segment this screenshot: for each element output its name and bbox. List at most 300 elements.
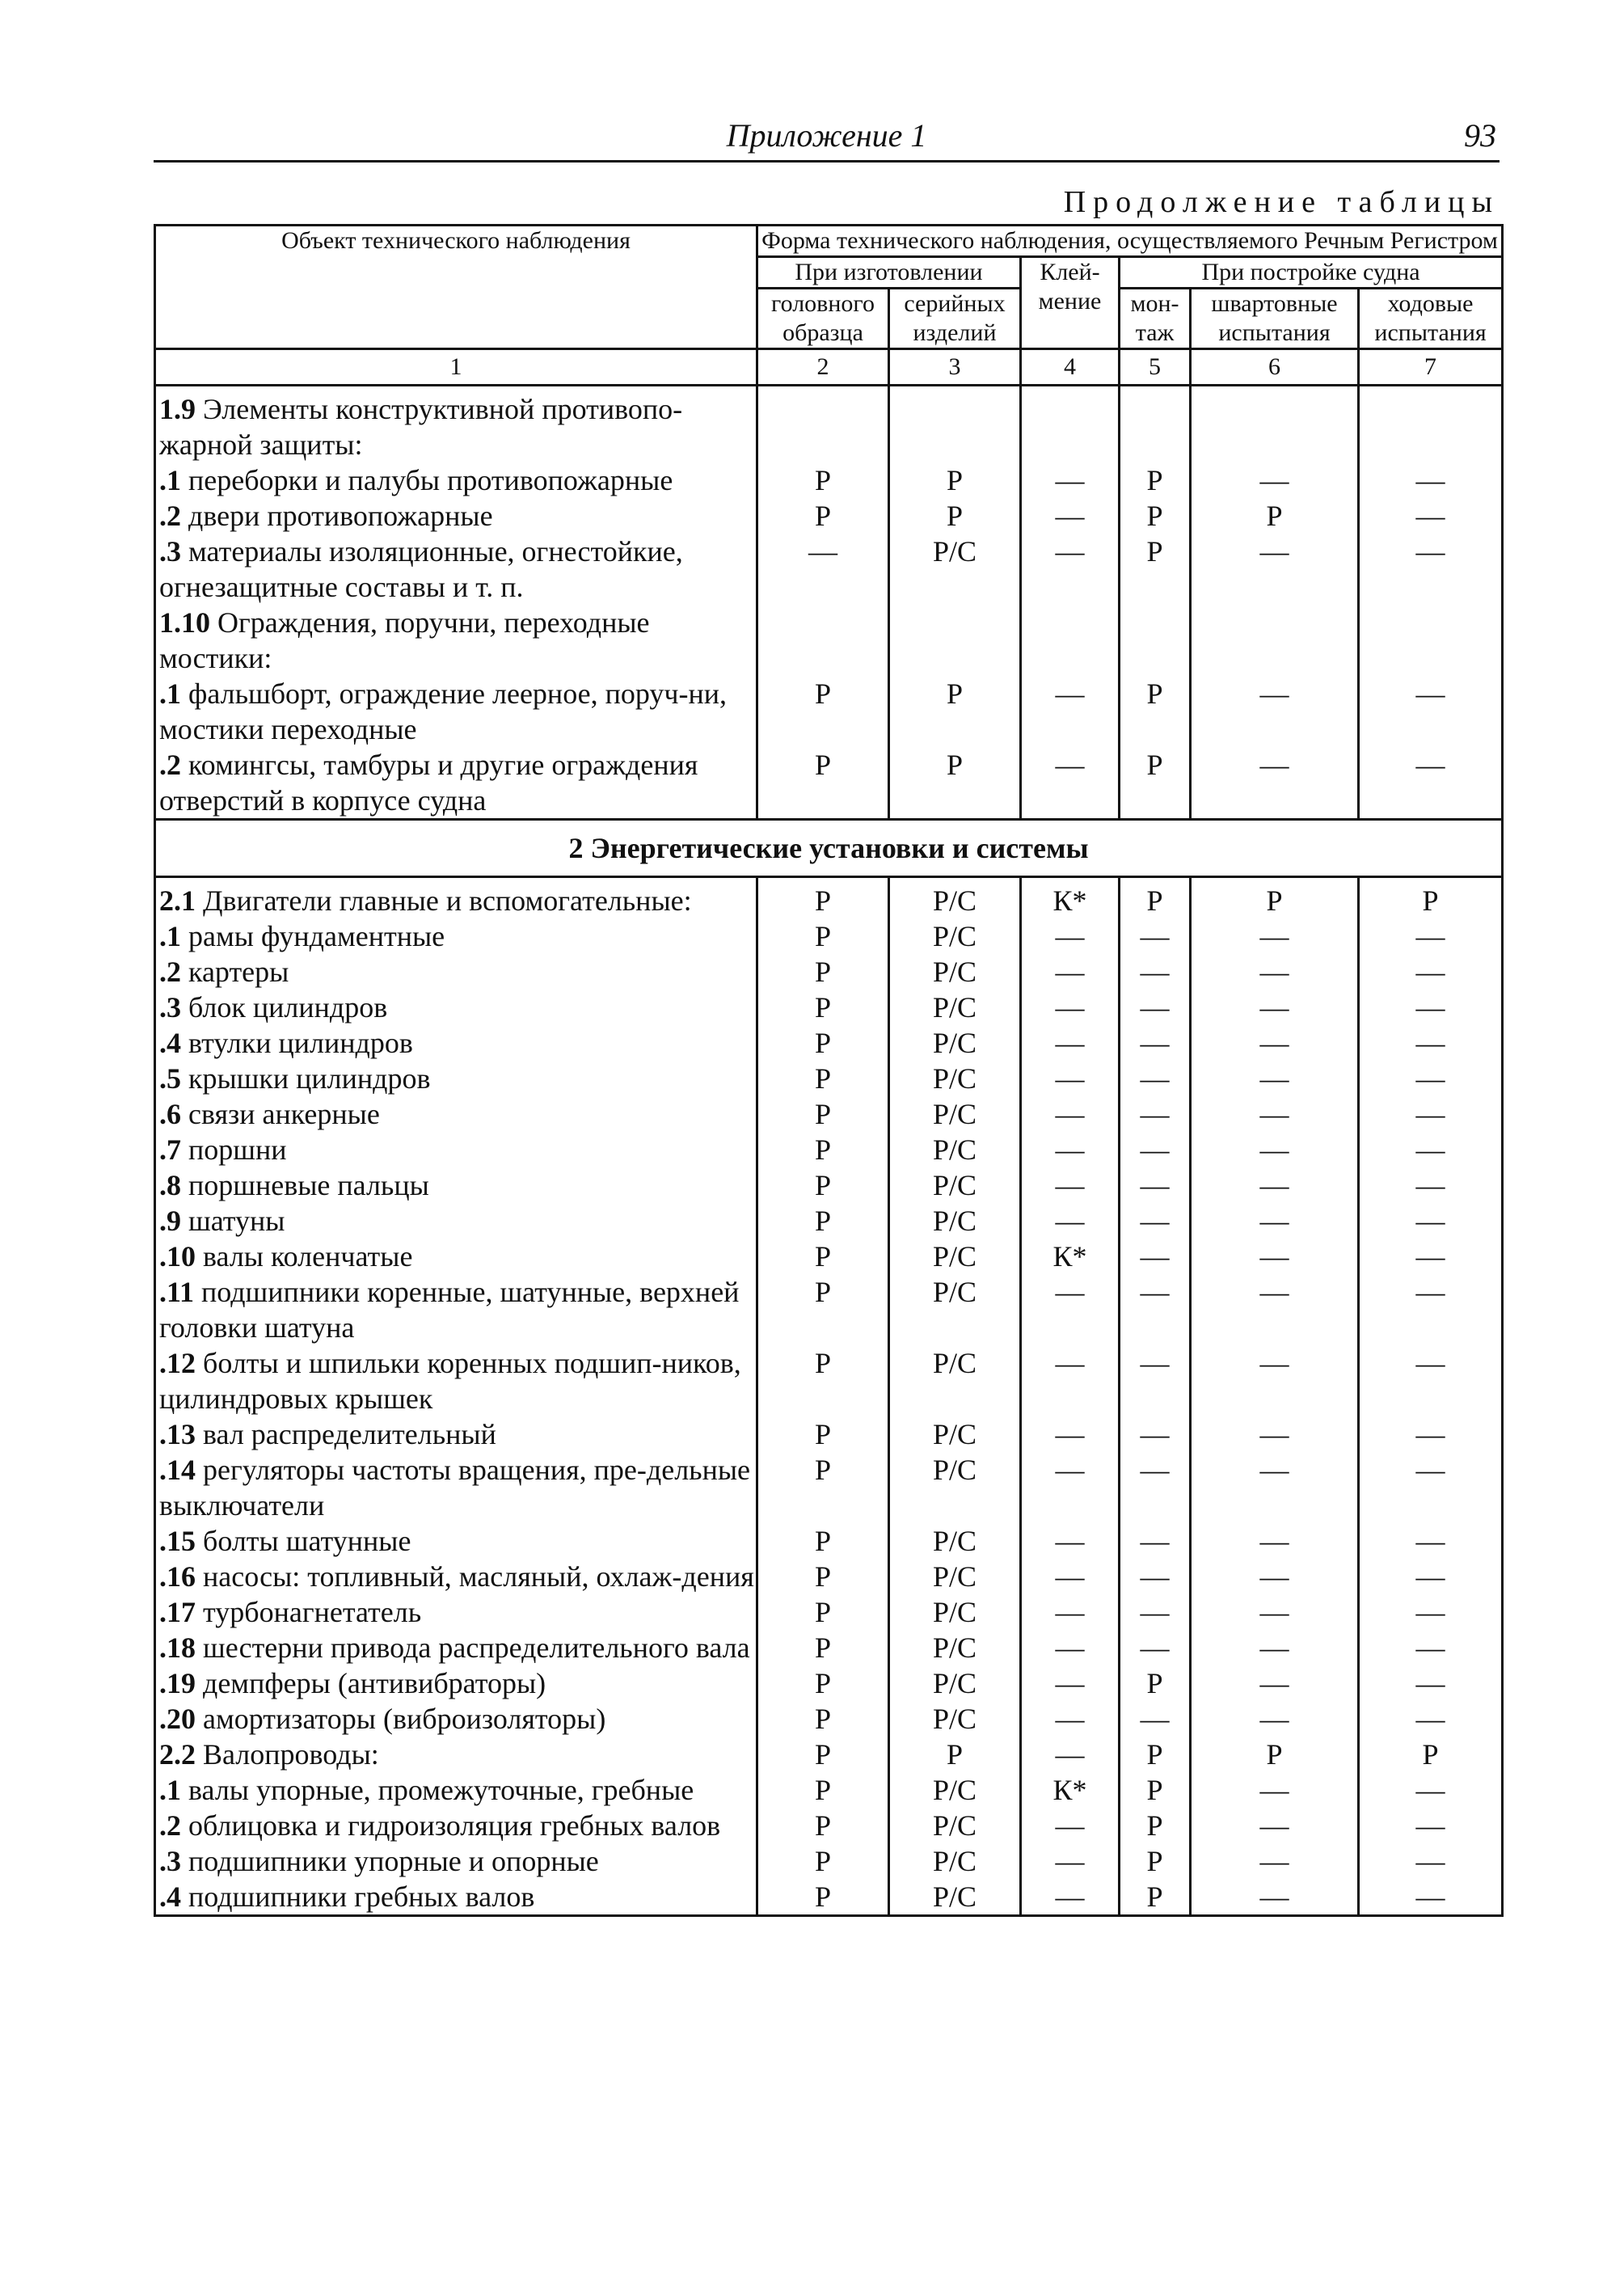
value-cell: —: [1191, 747, 1359, 820]
value-cell: Р: [889, 1737, 1021, 1772]
item-text: регуляторы частоты вращения, пре-дельные выключатели: [159, 1454, 751, 1522]
table-row: [155, 534, 1503, 605]
value-cell: Р: [757, 1737, 889, 1772]
value-cell: —: [1359, 990, 1503, 1025]
value-cell: Р/С: [889, 1416, 1021, 1452]
object-cell: [155, 1061, 757, 1096]
value-cell: Р: [757, 1808, 889, 1843]
item-number: .2: [159, 749, 181, 781]
value-cell: —: [1120, 1523, 1191, 1559]
object-cell: [155, 1879, 757, 1916]
object-cell: [155, 676, 757, 747]
value-cell: Р: [1191, 1737, 1359, 1772]
value-cell: [1120, 605, 1191, 676]
value-cell: —: [1120, 954, 1191, 990]
value-cell: —: [1359, 1665, 1503, 1701]
value-cell: Р: [757, 1061, 889, 1096]
value-cell: —: [1021, 1559, 1120, 1594]
value-cell: —: [1359, 1239, 1503, 1274]
item-number: .8: [159, 1169, 181, 1201]
value-cell: —: [1191, 1239, 1359, 1274]
value-cell: [1021, 386, 1120, 463]
item-number: .16: [159, 1560, 196, 1593]
item-number: .4: [159, 1880, 181, 1913]
table-row: [155, 1239, 1503, 1274]
table-row: [155, 1665, 1503, 1701]
value-cell: Р: [757, 1843, 889, 1879]
value-cell: Р/С: [889, 1452, 1021, 1523]
column-number: 4: [1021, 349, 1120, 386]
value-cell: [1021, 605, 1120, 676]
object-cell: [155, 1416, 757, 1452]
page-number: 93: [1464, 117, 1496, 154]
item-text: двери противопожарные: [181, 500, 493, 532]
value-cell: —: [1191, 1594, 1359, 1630]
value-cell: Р: [757, 1701, 889, 1737]
item-number: .2: [159, 1809, 181, 1842]
value-cell: [889, 605, 1021, 676]
value-cell: [757, 605, 889, 676]
value-cell: Р/С: [889, 1630, 1021, 1665]
value-cell: —: [1359, 1701, 1503, 1737]
value-cell: —: [1359, 1843, 1503, 1879]
value-cell: —: [1191, 1132, 1359, 1167]
item-text: болты и шпильки коренных подшип-ников, цилиндровых крышек: [159, 1347, 741, 1415]
item-number: .14: [159, 1454, 196, 1486]
value-cell: Р: [1120, 498, 1191, 534]
value-cell: —: [1120, 1061, 1191, 1096]
value-cell: Р: [1191, 498, 1359, 534]
value-cell: Р/С: [889, 1594, 1021, 1630]
value-cell: Р: [757, 877, 889, 919]
value-cell: —: [1359, 1167, 1503, 1203]
value-cell: Р: [757, 1025, 889, 1061]
running-title: Приложение 1: [726, 117, 927, 154]
value-cell: Р/С: [889, 1025, 1021, 1061]
value-cell: Р/С: [889, 1665, 1021, 1701]
value-cell: Р: [757, 747, 889, 820]
value-cell: —: [1359, 747, 1503, 820]
value-cell: —: [1191, 1167, 1359, 1203]
item-number: .1: [159, 464, 181, 496]
object-cell: [155, 605, 757, 676]
table-row: [155, 1523, 1503, 1559]
value-cell: Р: [1120, 676, 1191, 747]
table-body-section-1: [155, 386, 1503, 820]
value-cell: —: [1359, 1274, 1503, 1345]
table-row: [155, 1274, 1503, 1345]
col-serial-header: серийных изделий: [889, 289, 1021, 349]
value-cell: —: [1021, 1701, 1120, 1737]
object-cell: [155, 877, 757, 919]
value-cell: Р: [1120, 1737, 1191, 1772]
column-number: 7: [1359, 349, 1503, 386]
value-cell: —: [1021, 990, 1120, 1025]
item-text: амортизаторы (виброизоляторы): [196, 1703, 606, 1735]
item-number: .7: [159, 1133, 181, 1166]
value-cell: Р: [757, 954, 889, 990]
item-text: подшипники гребных валов: [181, 1880, 535, 1913]
table-row: [155, 1345, 1503, 1416]
column-number: 5: [1120, 349, 1191, 386]
value-cell: Р/С: [889, 1167, 1021, 1203]
value-cell: Р: [1120, 1772, 1191, 1808]
table-row: [155, 605, 1503, 676]
value-cell: —: [1359, 1452, 1503, 1523]
value-cell: —: [1021, 918, 1120, 954]
object-cell: [155, 1559, 757, 1594]
item-text: Элементы конструктивной противопо-жарной защиты:: [159, 393, 683, 461]
table-row: [155, 1061, 1503, 1096]
table-row: [155, 386, 1503, 463]
value-cell: —: [1021, 534, 1120, 605]
value-cell: К*: [1021, 1772, 1120, 1808]
value-cell: Р/С: [889, 1239, 1021, 1274]
value-cell: —: [1191, 1665, 1359, 1701]
value-cell: Р/С: [889, 534, 1021, 605]
value-cell: Р/С: [889, 1843, 1021, 1879]
value-cell: Р/С: [889, 1772, 1021, 1808]
value-cell: —: [1120, 1274, 1191, 1345]
value-cell: Р/С: [889, 1808, 1021, 1843]
value-cell: —: [1359, 1594, 1503, 1630]
value-cell: —: [1359, 954, 1503, 990]
value-cell: —: [1359, 1096, 1503, 1132]
value-cell: [1191, 386, 1359, 463]
value-cell: —: [1021, 498, 1120, 534]
item-text: блок цилиндров: [181, 991, 388, 1024]
object-cell: [155, 1167, 757, 1203]
value-cell: Р: [889, 747, 1021, 820]
value-cell: Р: [757, 462, 889, 498]
value-cell: —: [1359, 1523, 1503, 1559]
value-cell: —: [1021, 1274, 1120, 1345]
value-cell: —: [1359, 1772, 1503, 1808]
value-cell: Р/С: [889, 1345, 1021, 1416]
table-row: [155, 877, 1503, 919]
section-heading: 2 Энергетические установки и системы: [155, 820, 1503, 877]
value-cell: Р/С: [889, 1559, 1021, 1594]
item-number: .17: [159, 1596, 196, 1628]
value-cell: —: [1021, 1025, 1120, 1061]
value-cell: Р: [1120, 1879, 1191, 1916]
object-cell: [155, 1630, 757, 1665]
table-row: [155, 954, 1503, 990]
value-cell: —: [1191, 1523, 1359, 1559]
column-number: 6: [1191, 349, 1359, 386]
object-cell: [155, 1025, 757, 1061]
value-cell: Р: [1359, 1737, 1503, 1772]
object-cell: [155, 1737, 757, 1772]
object-cell: [155, 1701, 757, 1737]
table-row: [155, 498, 1503, 534]
value-cell: Р/С: [889, 1701, 1021, 1737]
value-cell: —: [1021, 1808, 1120, 1843]
value-cell: Р: [889, 676, 1021, 747]
item-text: облицовка и гидроизоляция гребных валов: [181, 1809, 721, 1842]
value-cell: —: [1191, 1772, 1359, 1808]
value-cell: —: [1021, 1096, 1120, 1132]
value-cell: Р: [757, 1239, 889, 1274]
item-text: Двигатели главные и вспомогательные:: [196, 884, 692, 917]
table-row: [155, 1594, 1503, 1630]
object-cell: [155, 990, 757, 1025]
value-cell: —: [1191, 1203, 1359, 1239]
value-cell: Р/С: [889, 1096, 1021, 1132]
item-number: .18: [159, 1631, 196, 1664]
value-cell: —: [1359, 918, 1503, 954]
value-cell: —: [1021, 954, 1120, 990]
item-number: .2: [159, 956, 181, 988]
value-cell: Р/С: [889, 918, 1021, 954]
value-cell: Р: [757, 1772, 889, 1808]
item-text: втулки цилиндров: [181, 1027, 413, 1059]
table-row: [155, 1416, 1503, 1452]
item-text: Ограждения, поручни, переходные мостики:: [159, 606, 650, 674]
object-cell: [155, 1132, 757, 1167]
object-cell: [155, 918, 757, 954]
item-number: .3: [159, 1845, 181, 1877]
value-cell: —: [1191, 1452, 1359, 1523]
value-cell: —: [1191, 462, 1359, 498]
value-cell: —: [1359, 1879, 1503, 1916]
value-cell: Р/С: [889, 954, 1021, 990]
value-cell: Р: [757, 1559, 889, 1594]
value-cell: Р: [1120, 877, 1191, 919]
value-cell: Р: [757, 676, 889, 747]
table-body-section-2: [155, 877, 1503, 1916]
value-cell: Р/С: [889, 1132, 1021, 1167]
value-cell: Р: [1120, 1665, 1191, 1701]
value-cell: [1359, 605, 1503, 676]
value-cell: —: [1359, 1630, 1503, 1665]
object-cell: [155, 954, 757, 990]
table-row: [155, 1701, 1503, 1737]
value-cell: —: [1191, 1843, 1359, 1879]
table-row: [155, 1843, 1503, 1879]
value-cell: —: [1021, 1452, 1120, 1523]
item-number: .2: [159, 500, 181, 532]
value-cell: —: [1120, 1203, 1191, 1239]
value-cell: —: [1359, 1132, 1503, 1167]
value-cell: —: [1120, 1559, 1191, 1594]
value-cell: —: [1120, 1452, 1191, 1523]
item-text: Валопроводы:: [196, 1738, 379, 1771]
value-cell: Р: [757, 1630, 889, 1665]
value-cell: Р: [1359, 877, 1503, 919]
value-cell: —: [1191, 918, 1359, 954]
value-cell: —: [1021, 1737, 1120, 1772]
col-sea-trials-header: ходовые испытания: [1359, 289, 1503, 349]
section-heading-group: [155, 820, 1503, 877]
value-cell: Р: [757, 498, 889, 534]
value-cell: —: [1021, 462, 1120, 498]
item-text: валы упорные, промежуточные, гребные: [181, 1774, 694, 1806]
item-number: .1: [159, 1774, 181, 1806]
col-object-header: Объект технического наблюдения: [155, 226, 757, 349]
item-number: .4: [159, 1027, 181, 1059]
item-text: валы коленчатые: [196, 1240, 413, 1273]
value-cell: Р: [1191, 877, 1359, 919]
value-cell: Р: [1120, 462, 1191, 498]
value-cell: К*: [1021, 1239, 1120, 1274]
object-cell: [155, 1808, 757, 1843]
value-cell: —: [1120, 1239, 1191, 1274]
object-cell: [155, 1843, 757, 1879]
value-cell: —: [1191, 1416, 1359, 1452]
value-cell: [1359, 386, 1503, 463]
value-cell: —: [1021, 747, 1120, 820]
value-cell: Р/С: [889, 877, 1021, 919]
value-cell: Р: [1120, 1843, 1191, 1879]
table-row: [155, 1879, 1503, 1916]
value-cell: —: [1021, 1665, 1120, 1701]
value-cell: —: [1120, 1630, 1191, 1665]
value-cell: —: [1359, 498, 1503, 534]
column-number: 3: [889, 349, 1021, 386]
value-cell: —: [1120, 1701, 1191, 1737]
item-text: шестерни привода распределительного вала: [196, 1631, 750, 1664]
item-text: шатуны: [181, 1205, 285, 1237]
item-number: .5: [159, 1062, 181, 1095]
value-cell: —: [1191, 1025, 1359, 1061]
value-cell: —: [1191, 1559, 1359, 1594]
value-cell: Р: [757, 918, 889, 954]
item-text: связи анкерные: [181, 1098, 380, 1130]
value-cell: —: [1120, 1167, 1191, 1203]
value-cell: [1120, 386, 1191, 463]
value-cell: Р: [757, 1594, 889, 1630]
item-text: подшипники упорные и опорные: [181, 1845, 599, 1877]
col-prototype-header: головного образца: [757, 289, 889, 349]
table-continuation-label: Продолжение таблицы: [1063, 185, 1500, 219]
value-cell: —: [1359, 1345, 1503, 1416]
value-cell: —: [1021, 1345, 1120, 1416]
value-cell: —: [1021, 676, 1120, 747]
table-row: [155, 1559, 1503, 1594]
table-row: [155, 462, 1503, 498]
item-number: 1.9: [159, 393, 196, 425]
value-cell: —: [1191, 1345, 1359, 1416]
table-row: [155, 676, 1503, 747]
inspection-table: [154, 224, 1504, 1917]
item-text: демпферы (антивибраторы): [196, 1667, 546, 1699]
table-row: [155, 1772, 1503, 1808]
item-number: .6: [159, 1098, 181, 1130]
col-mooring-header: швартовные испытания: [1191, 289, 1359, 349]
value-cell: —: [1120, 918, 1191, 954]
column-number: 2: [757, 349, 889, 386]
item-number: .12: [159, 1347, 196, 1379]
item-number: .13: [159, 1418, 196, 1450]
value-cell: —: [1359, 676, 1503, 747]
table-row: [155, 918, 1503, 954]
item-text: комингсы, тамбуры и другие ограждения отверстий в корпусе судна: [159, 749, 698, 817]
table-row: [155, 1096, 1503, 1132]
table-row: [155, 1737, 1503, 1772]
object-cell: [155, 1665, 757, 1701]
table-row: [155, 1167, 1503, 1203]
value-cell: —: [1359, 1808, 1503, 1843]
col-group-manufacture-header: При изготовлении: [757, 257, 1021, 289]
value-cell: Р: [757, 1665, 889, 1701]
value-cell: —: [1120, 1132, 1191, 1167]
item-text: рамы фундаментные: [181, 920, 445, 952]
object-cell: [155, 1239, 757, 1274]
value-cell: —: [1359, 1025, 1503, 1061]
value-cell: Р: [757, 1879, 889, 1916]
value-cell: [889, 386, 1021, 463]
value-cell: —: [1191, 676, 1359, 747]
table-row: [155, 990, 1503, 1025]
item-number: .19: [159, 1667, 196, 1699]
value-cell: Р/С: [889, 1061, 1021, 1096]
object-cell: [155, 1096, 757, 1132]
item-number: .9: [159, 1205, 181, 1237]
object-cell: [155, 1523, 757, 1559]
table-row: [155, 1630, 1503, 1665]
value-cell: —: [1191, 1879, 1359, 1916]
value-cell: —: [1021, 1203, 1120, 1239]
value-cell: Р/С: [889, 1203, 1021, 1239]
value-cell: —: [1191, 1630, 1359, 1665]
item-text: турбонагнетатель: [196, 1596, 422, 1628]
value-cell: [757, 386, 889, 463]
value-cell: —: [1120, 990, 1191, 1025]
item-number: .3: [159, 535, 181, 568]
value-cell: —: [1021, 1132, 1120, 1167]
item-text: вал распределительный: [196, 1418, 496, 1450]
item-number: .3: [159, 991, 181, 1024]
value-cell: —: [1120, 1416, 1191, 1452]
value-cell: —: [1120, 1025, 1191, 1061]
table-row: [155, 1452, 1503, 1523]
item-number: .1: [159, 677, 181, 710]
value-cell: —: [1120, 1345, 1191, 1416]
col-group-form-header: Форма технического наблюдения, осуществляемого Речным Регистром: [757, 226, 1503, 257]
value-cell: —: [1359, 1061, 1503, 1096]
item-text: поршни: [181, 1133, 287, 1166]
item-text: подшипники коренные, шатунные, верхней головки шатуна: [159, 1276, 740, 1344]
object-cell: [155, 1452, 757, 1523]
value-cell: —: [757, 534, 889, 605]
value-cell: Р: [757, 1167, 889, 1203]
item-text: поршневые пальцы: [181, 1169, 429, 1201]
value-cell: Р: [889, 498, 1021, 534]
item-text: переборки и палубы противопожарные: [181, 464, 673, 496]
item-text: крышки цилиндров: [181, 1062, 431, 1095]
item-number: 2.2: [159, 1738, 196, 1771]
value-cell: Р: [757, 1416, 889, 1452]
item-number: .10: [159, 1240, 196, 1273]
item-number: .1: [159, 920, 181, 952]
value-cell: —: [1021, 1523, 1120, 1559]
object-cell: [155, 534, 757, 605]
value-cell: К*: [1021, 877, 1120, 919]
table-row: [155, 1203, 1503, 1239]
value-cell: —: [1359, 1559, 1503, 1594]
value-cell: —: [1359, 1416, 1503, 1452]
value-cell: Р: [1120, 534, 1191, 605]
col-branding-header: Клей-мение: [1021, 257, 1120, 349]
object-cell: [155, 1772, 757, 1808]
column-number: 1: [155, 349, 757, 386]
running-header: [154, 113, 1500, 163]
value-cell: —: [1191, 1808, 1359, 1843]
object-cell: [155, 747, 757, 820]
value-cell: —: [1021, 1630, 1120, 1665]
value-cell: Р/С: [889, 990, 1021, 1025]
